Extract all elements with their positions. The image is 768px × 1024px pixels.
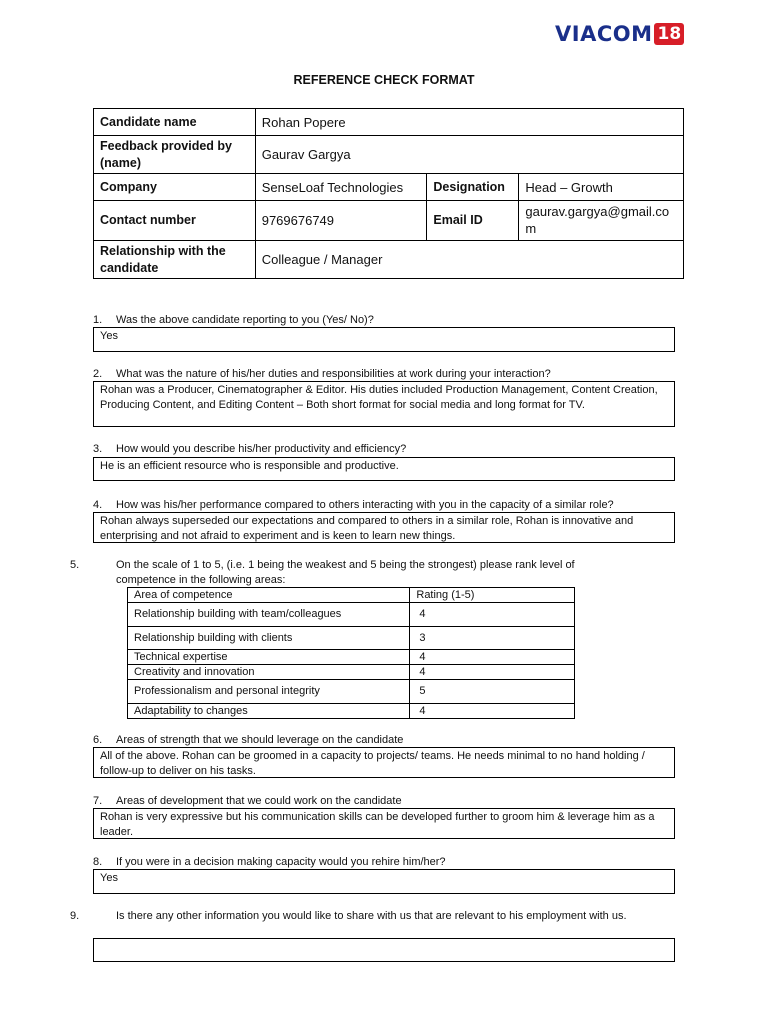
rating-value: 4 (410, 603, 575, 627)
rating-value: 4 (410, 665, 575, 680)
rating-area: Adaptability to changes (128, 704, 410, 719)
answer-2: Rohan was a Producer, Cinematographer & Editor. His duties included Production Management, Content Creation, Producing Content, and Editing Content – Both short format for social media and long format for TV. (93, 381, 675, 427)
contact-label: Contact number (94, 201, 256, 241)
designation-value: Head – Growth (519, 174, 684, 201)
question-2: 2. What was the nature of his/her duties and responsibilities at work during your interaction? (93, 368, 551, 380)
rating-value: 3 (410, 627, 575, 650)
company-value: SenseLoaf Technologies (255, 174, 427, 201)
rating-row (128, 665, 575, 680)
rating-value: 4 (410, 704, 575, 719)
rating-header-rating: Rating (1-5) (410, 588, 575, 603)
answer-8: Yes (93, 869, 675, 894)
question-6: 6. Areas of strength that we should leverage on the candidate (93, 734, 404, 746)
question-3: 3. How would you describe his/her productivity and efficiency? (93, 443, 407, 455)
contact-value: 9769676749 (255, 201, 427, 241)
page-title: REFERENCE CHECK FORMAT (293, 73, 475, 87)
rating-value: 5 (410, 680, 575, 704)
rating-header-area: Area of competence (128, 588, 410, 603)
designation-label: Designation (427, 174, 519, 201)
candidate-name-value: Rohan Popere (255, 109, 683, 136)
rating-value: 4 (410, 650, 575, 665)
rating-row (128, 627, 575, 650)
rating-area: Technical expertise (128, 650, 410, 665)
competence-rating-table (127, 587, 575, 719)
logo-badge: 18 (654, 23, 684, 45)
relationship-value: Colleague / Manager (255, 241, 683, 279)
question-4: 4. How was his/her performance compared to others interacting with you in the capacity of a similar role? (93, 499, 614, 511)
rating-row (128, 704, 575, 719)
question-8: 8. If you were in a decision making capacity would you rehire him/her? (93, 856, 446, 868)
rating-area: Professionalism and personal integrity (128, 680, 410, 704)
answer-3: He is an efficient resource who is responsible and productive. (93, 457, 675, 481)
rating-row (128, 650, 575, 665)
answer-1: Yes (93, 327, 675, 352)
rating-area: Creativity and innovation (128, 665, 410, 680)
rating-row (128, 603, 575, 627)
rating-area: Relationship building with team/colleagues (128, 603, 410, 627)
email-value: gaurav.gargya@gmail.com (519, 201, 684, 241)
question-9: 9. Is there any other information you would like to share with us that are relevant to his employment with us. (70, 910, 627, 922)
question-7: 7. Areas of development that we could work on the candidate (93, 795, 402, 807)
email-label: Email ID (427, 201, 519, 241)
rating-row (128, 680, 575, 704)
answer-7: Rohan is very expressive but his communication skills can be developed further to groom him & leverage him as a leader. (93, 808, 675, 839)
company-label: Company (94, 174, 256, 201)
answer-9 (93, 938, 675, 962)
feedback-by-label: Feedback provided by (name) (94, 136, 256, 174)
logo-brand: VIACOM (555, 22, 653, 46)
answer-4: Rohan always superseded our expectations and compared to others in a similar role, Rohan is innovative and enterprising and not afraid to experiment and is keen to learn new things. (93, 512, 675, 543)
question-1: 1. Was the above candidate reporting to you (Yes/ No)? (93, 314, 374, 326)
candidate-info-table (93, 108, 684, 279)
answer-6: All of the above. Rohan can be groomed in a capacity to projects/ teams. He needs minimal to no hand holding / follow-up to deliver on his tasks. (93, 747, 675, 778)
feedback-by-value: Gaurav Gargya (255, 136, 683, 174)
candidate-name-label: Candidate name (94, 109, 256, 136)
viacom18-logo (555, 21, 684, 47)
rating-area: Relationship building with clients (128, 627, 410, 650)
question-5: 5. On the scale of 1 to 5, (i.e. 1 being the weakest and 5 being the strongest) please rank level of competence in the following areas: (70, 559, 575, 586)
relationship-label: Relationship with the candidate (94, 241, 256, 279)
